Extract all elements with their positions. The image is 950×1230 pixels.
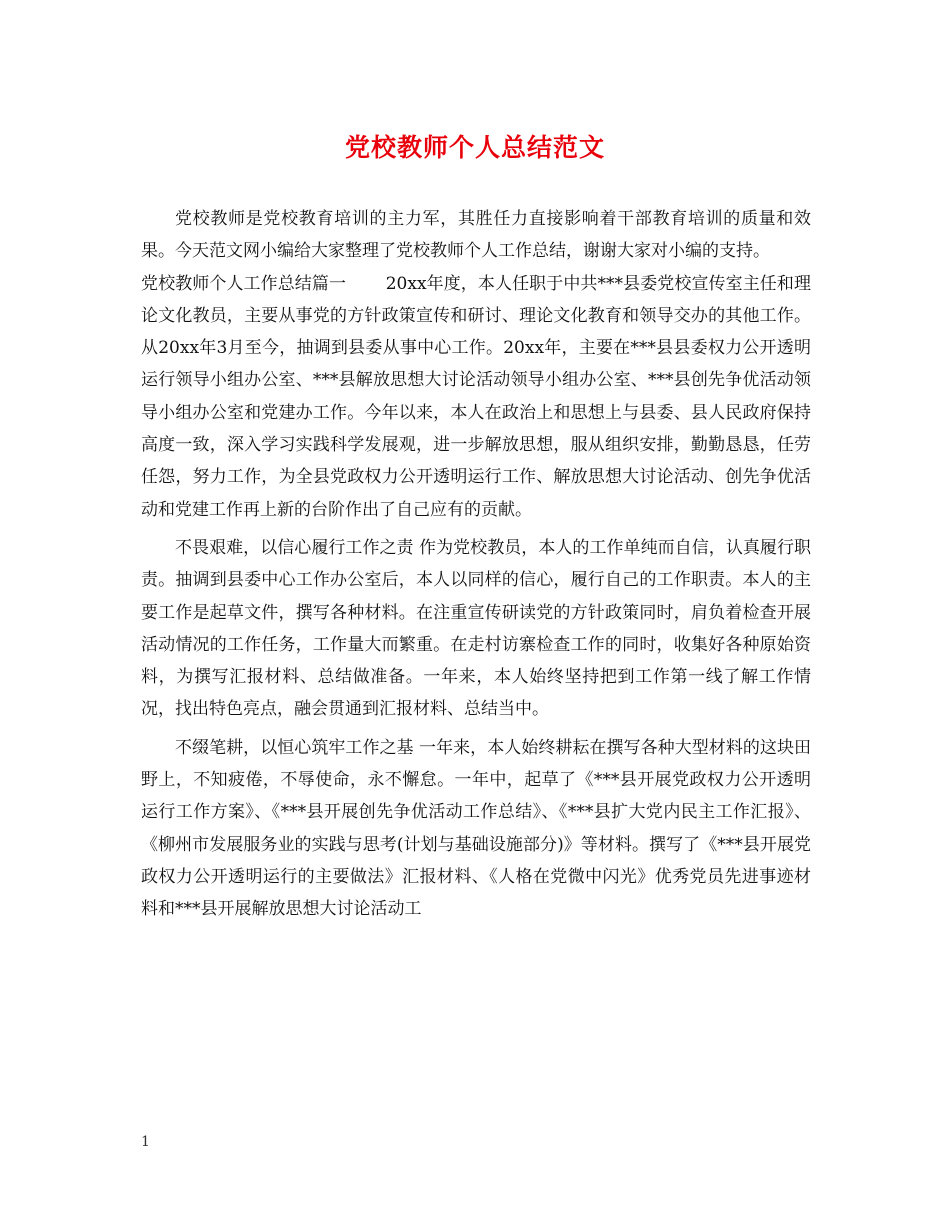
paragraph-confidence: 不畏艰难，以信心履行工作之责 作为党校教员，本人的工作单纯而自信，认真履行职责。抽调到县委中心工作办公室后，本人以同样的信心，履行自己的工作职责。本人的主要工作是起草文件，撰写各种材料。在注重宣传研读党的方针政策同时，肩负着检查开展活动情况的工作任务，工作量大而繁重。在走村访寨检查工作的同时，收集好各种原始资料，为撰写汇报材料、总结做准备。一年来，本人始终坚持把到工作第一线了解工作情况，找出特色亮点，融会贯通到汇报材料、总结当中。 — [141, 537, 811, 720]
document-body — [141, 203, 811, 926]
document-title: 党校教师个人总结范文 — [344, 133, 605, 162]
page-number: 1 — [141, 1134, 150, 1150]
paragraph-perseverance: 不缀笔耕，以恒心筑牢工作之基 一年来，本人始终耕耘在撰写各种大型材料的这块田野上，不知疲倦，不辱使命，永不懈怠。一年中，起草了《***县开展党政权力公开透明运行工作方案》、《***县开展创先争优活动工作总结》、《***县扩大党内民主工作汇报》、《柳州市发展服务业的实践与思考(计划与基础设施部分)》等材料。撰写了《***县开展党政权力公开透明运行的主要做法》汇报材料、《人格在党微中闪光》优秀党员先进事迹材料和***县开展解放思想大讨论活动工 — [141, 737, 811, 920]
paragraph-intro: 党校教师是党校教育培训的主力军，其胜任力直接影响着干部教育培训的质量和效果。今天范文网小编给大家整理了党校教师个人工作总结，谢谢大家对小编的支持。 — [141, 209, 811, 262]
paragraph-section-one: 党校教师个人工作总结篇一 20xx年度，本人任职于中共***县委党校宣传室主任和理论文化教员，主要从事党的方针政策宣传和研讨、理论文化教育和领导交办的其他工作。从20xx年3月至今，抽调到县委从事中心工作。20xx年，主要在***县县委权力公开透明运行领导小组办公室、***县解放思想大讨论活动领导小组办公室、***县创先争优活动领导小组办公室和党建办工作。今年以来，本人在政治上和思想上与县委、县人民政府保持高度一致，深入学习实践科学发展观，进一步解放思想，服从组织安排，勤勤恳恳，任劳任怨，努力工作，为全县党政权力公开透明运行工作、解放思想大讨论活动、创先争优活动和党建工作再上新的台阶作出了自己应有的贡献。 — [141, 273, 811, 520]
